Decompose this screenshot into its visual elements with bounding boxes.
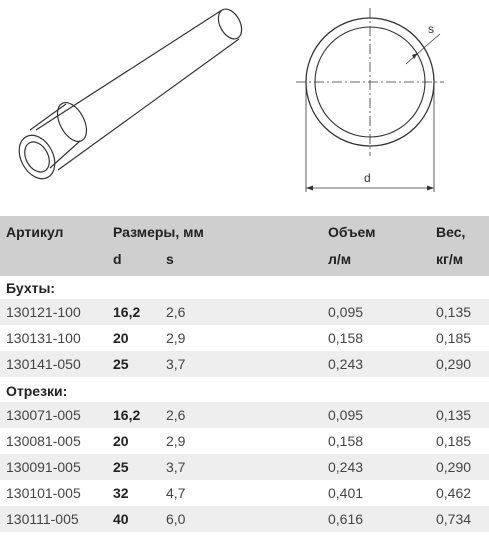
volume-cell: 0,243: [328, 459, 364, 475]
header-volume-unit: л/м: [328, 251, 352, 267]
volume-cell: 0,095: [328, 304, 364, 320]
d-cell: 40: [113, 511, 129, 527]
d-cell: 16,2: [113, 304, 141, 320]
weight-cell: 0,290: [436, 356, 472, 372]
volume-cell: 0,401: [328, 485, 364, 501]
d-cell: 16,2: [113, 407, 141, 423]
table-row: [0, 428, 489, 454]
weight-cell: 0,185: [436, 330, 472, 346]
weight-cell: 0,462: [436, 485, 472, 501]
volume-cell: 0,158: [328, 433, 364, 449]
article-cell: 130121-100: [6, 304, 81, 320]
s-cell: 2,9: [166, 330, 186, 346]
weight-cell: 0,185: [436, 433, 472, 449]
weight-cell: 0,135: [436, 304, 472, 320]
header-volume: Объем: [328, 224, 376, 240]
table-row: [0, 325, 489, 351]
d-dimension-label: d: [364, 171, 371, 185]
s-cell: 2,9: [166, 433, 186, 449]
table-row: [0, 299, 489, 325]
volume-cell: 0,095: [328, 407, 364, 423]
table-row: [0, 480, 489, 506]
article-cell: 130091-005: [6, 459, 81, 475]
article-cell: 130111-005: [6, 511, 79, 527]
cross-section-drawing: [0, 0, 489, 216]
article-cell: 130101-005: [6, 485, 81, 501]
drawings-area: [0, 0, 489, 216]
s-dimension-label: s: [428, 22, 434, 36]
volume-cell: 0,243: [328, 356, 364, 372]
volume-cell: 0,616: [328, 511, 364, 527]
weight-cell: 0,135: [436, 407, 472, 423]
header-weight-unit: кг/м: [436, 251, 464, 267]
s-cell: 4,7: [166, 485, 186, 501]
d-cell: 20: [113, 433, 129, 449]
s-cell: 3,7: [166, 459, 186, 475]
s-cell: 2,6: [166, 407, 186, 423]
header-article: Артикул: [6, 224, 64, 240]
weight-cell: 0,734: [436, 511, 472, 527]
article-cell: 130081-005: [6, 433, 81, 449]
section-title-coils: Бухты:: [6, 280, 56, 296]
table-row: [0, 454, 489, 480]
d-cell: 25: [113, 356, 129, 372]
header-sizes: Размеры, мм: [113, 224, 204, 240]
table-row: [0, 351, 489, 377]
article-cell: 130141-050: [6, 356, 81, 372]
header-d: d: [113, 251, 122, 267]
article-cell: 130131-100: [6, 330, 81, 346]
table-row: [0, 506, 489, 532]
s-cell: 2,6: [166, 304, 186, 320]
header-weight: Вес,: [436, 224, 466, 240]
weight-cell: 0,290: [436, 459, 472, 475]
d-cell: 32: [113, 485, 129, 501]
table-row: [0, 402, 489, 428]
d-cell: 20: [113, 330, 129, 346]
table-header: [0, 216, 489, 276]
section-title-cut-lengths: Отрезки:: [6, 383, 68, 399]
article-cell: 130071-005: [6, 407, 81, 423]
header-s: s: [166, 251, 174, 267]
d-cell: 25: [113, 459, 129, 475]
s-cell: 6,0: [166, 511, 186, 527]
s-cell: 3,7: [166, 356, 186, 372]
volume-cell: 0,158: [328, 330, 364, 346]
